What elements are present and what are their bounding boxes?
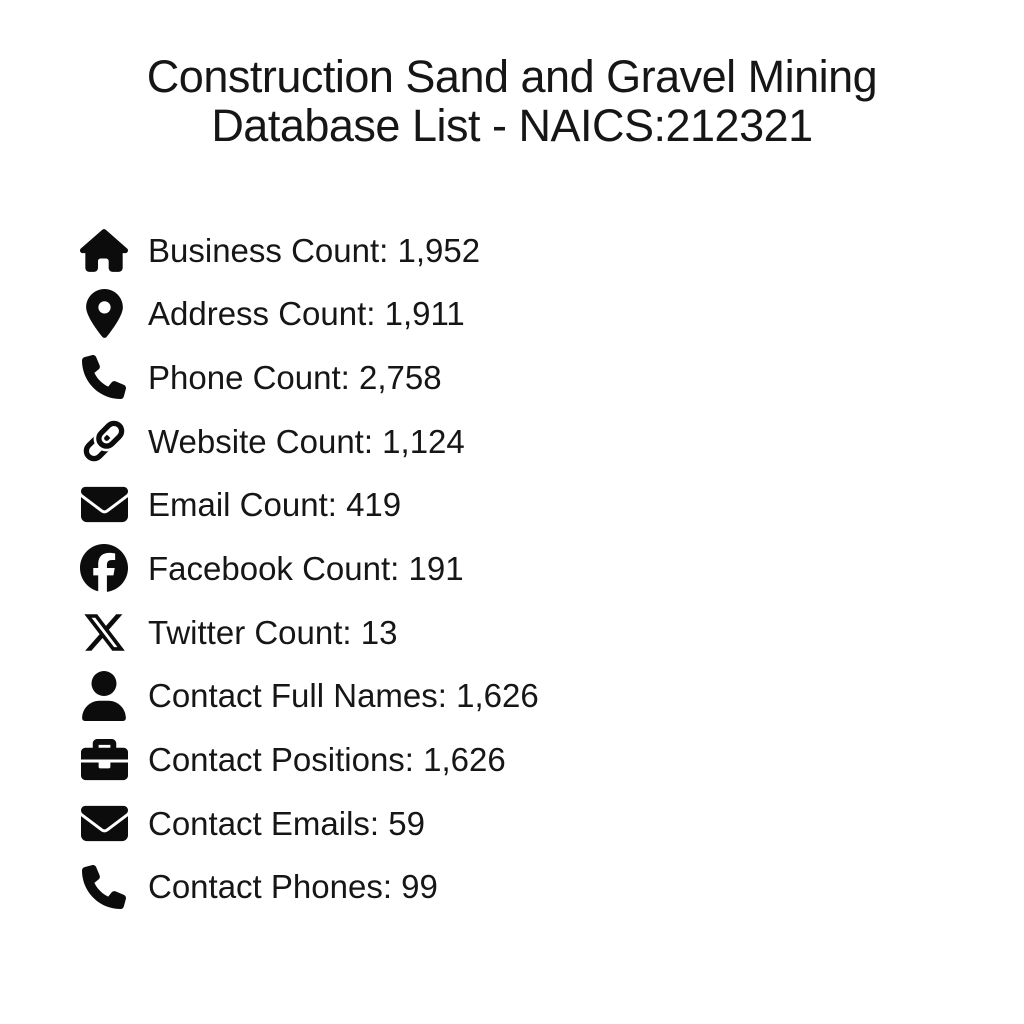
envelope-icon [80, 799, 128, 847]
stat-label: Facebook Count: 191 [148, 549, 464, 587]
stat-label: Address Count: 1,911 [148, 295, 465, 333]
stat-row-email-count [80, 481, 1024, 529]
phone-icon [80, 353, 128, 401]
house-icon [80, 226, 128, 274]
stat-row-address-count [80, 290, 1024, 338]
page [0, 52, 1024, 1024]
stat-label: Email Count: 419 [148, 486, 402, 524]
stat-row-twitter-count [80, 608, 1024, 656]
stat-label: Contact Emails: 59 [148, 804, 425, 842]
page-title-line-2: Database List - NAICS:212321 [211, 100, 813, 151]
stat-label: Twitter Count: 13 [148, 613, 398, 651]
stat-row-contact-full-names [80, 672, 1024, 720]
stat-label: Phone Count: 2,758 [148, 358, 442, 396]
phone-icon [80, 863, 128, 911]
stat-row-contact-emails [80, 799, 1024, 847]
link-icon [80, 417, 128, 465]
briefcase-icon [80, 736, 128, 784]
stat-row-contact-phones [80, 863, 1024, 911]
page-title-line-1: Construction Sand and Gravel Mining [146, 51, 878, 102]
stat-row-facebook-count [80, 544, 1024, 592]
stats-list [0, 226, 1024, 911]
facebook-icon [80, 544, 128, 592]
stat-row-phone-count [80, 353, 1024, 401]
location-pin-icon [80, 290, 128, 338]
stat-label: Contact Full Names: 1,626 [148, 677, 539, 715]
page-title [40, 52, 984, 150]
stat-row-business-count [80, 226, 1024, 274]
stat-row-website-count [80, 417, 1024, 465]
user-icon [80, 672, 128, 720]
stat-label: Business Count: 1,952 [148, 231, 481, 269]
envelope-icon [80, 481, 128, 529]
stat-row-contact-positions [80, 736, 1024, 784]
stat-label: Contact Phones: 99 [148, 868, 438, 906]
stat-label: Contact Positions: 1,626 [148, 741, 506, 778]
stat-label: Website Count: 1,124 [148, 422, 465, 460]
x-twitter-icon [80, 608, 128, 656]
